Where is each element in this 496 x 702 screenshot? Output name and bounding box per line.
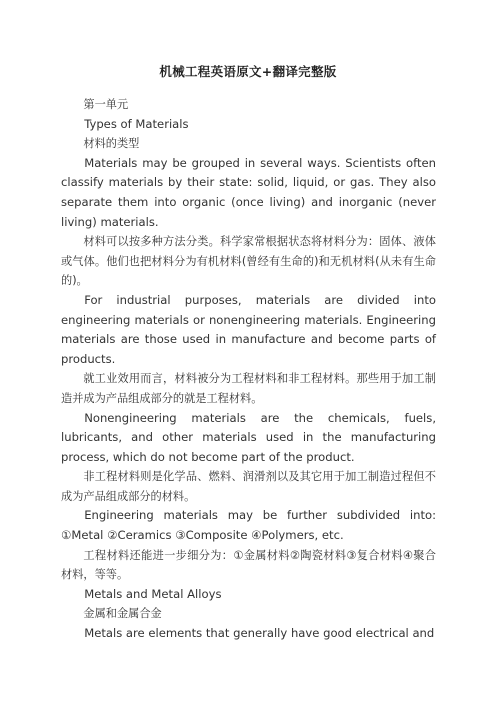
paragraph-zh: 材料可以按多种方法分类。科学家常根据状态将材料分为：固体、液体或气体。他们也把材料分为有机材料(曾经有生命的)和无机材料(从未有生命的)。 — [61, 235, 436, 288]
paragraph-subheading-en: Metals and Metal Alloys — [84, 586, 222, 601]
paragraph-en: For industrial purposes, materials are divided into engineering materials or nonengineering materials. Engineering materials are those used in manufacture and become parts of products. — [61, 292, 436, 366]
paragraph-en: Nonengineering materials are the chemicals, fuels, lubricants, and other materials used in the manufacturing process, which do not become part of the product. — [61, 410, 436, 464]
paragraph-subheading-zh: 金属和金属合金 — [83, 607, 162, 621]
paragraph-en: Metals are elements that generally have good electrical and — [84, 626, 435, 641]
document-title: 机械工程英语原文+翻译完整版 — [159, 64, 337, 79]
paragraph-en: Materials may be grouped in several ways. Scientists often classify materials by their state: solid, liquid, or gas. They also separate them into organic (once living) and inorganic (never living) materials. — [61, 155, 436, 229]
paragraph-zh: 就工业效用而言，材料被分为工程材料和非工程材料。那些用于加工制造并成为产品组成部分的就是工程材料。 — [61, 372, 436, 405]
paragraph-zh: 工程材料还能进一步细分为：①金属材料②陶瓷材料③复合材料④聚合材料，等等。 — [61, 548, 436, 582]
paragraph-section-title-zh: 材料的类型 — [83, 137, 140, 151]
paragraph-unit-heading: 第一单元 — [83, 98, 129, 111]
paragraph-zh: 非工程材料则是化学品、燃料、润滑剂以及其它用于加工制造过程但不成为产品组成部分的材料。 — [61, 470, 436, 503]
document-body — [61, 95, 436, 644]
paragraph-en: Engineering materials may be further subdivided into: ①Metal ②Ceramics ③Composite ④Polymers, etc. — [61, 508, 436, 543]
paragraph-section-title-en: Types of Materials — [84, 116, 189, 131]
